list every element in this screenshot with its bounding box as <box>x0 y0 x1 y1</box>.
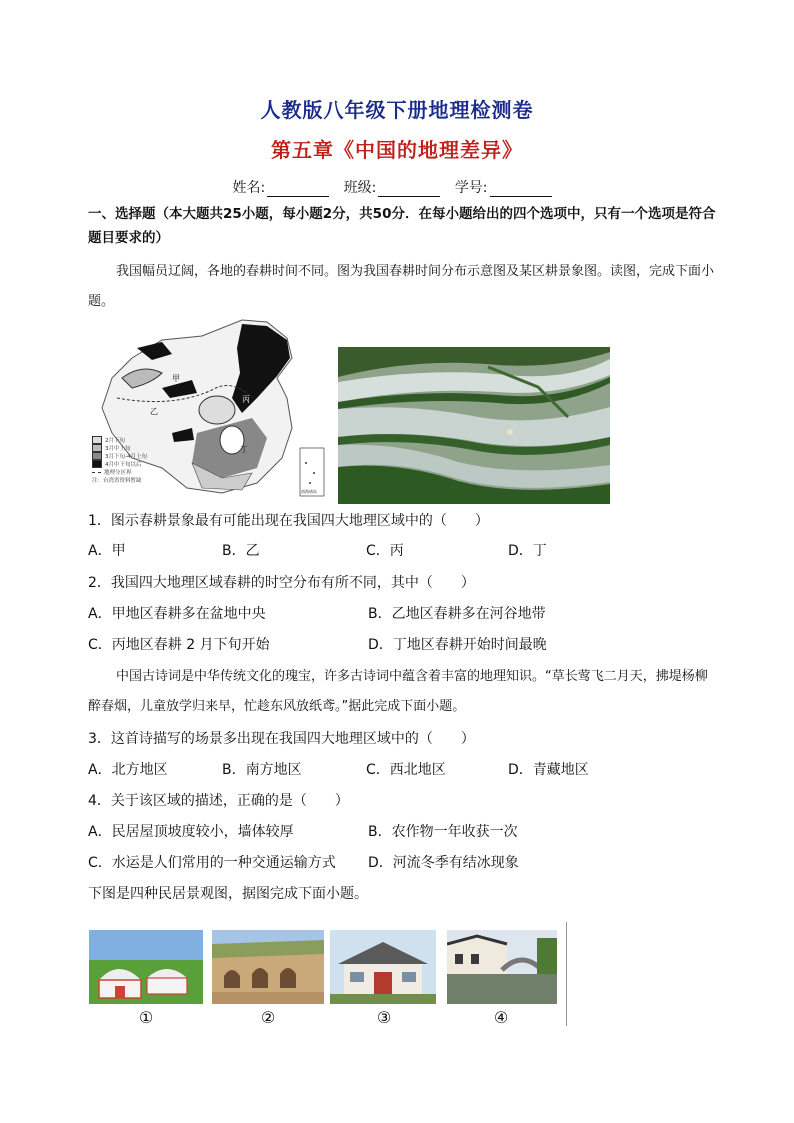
legend-item-5: 地理分区界 <box>104 470 132 476</box>
q3-option-d[interactable]: D．青藏地区 <box>508 762 589 778</box>
class-label: 班级: <box>343 180 377 196</box>
question-4-stem: 4．关于该区域的描述，正确的是（ ） <box>88 793 349 809</box>
map-legend <box>92 436 172 484</box>
class-field[interactable] <box>378 182 440 197</box>
q2-option-b[interactable]: B．乙地区春耕多在河谷地带 <box>368 606 546 622</box>
q2-option-c[interactable]: C．丙地区春耕 2 月下旬开始 <box>88 637 270 653</box>
q1-option-d[interactable]: D．丁 <box>508 543 547 559</box>
question-2-stem: 2．我国四大地理区域春耕的时空分布有所不同，其中（ ） <box>88 575 475 591</box>
q3-option-c[interactable]: C．西北地区 <box>366 762 446 778</box>
q4-option-b[interactable]: B．农作物一年收获一次 <box>368 824 518 840</box>
legend-item-2: 3月中上旬 <box>105 446 131 452</box>
q4-option-a[interactable]: A．民居屋顶坡度较小，墙体较厚 <box>88 824 294 840</box>
id-label: 学号: <box>454 180 488 196</box>
house-photo-water-town <box>447 930 557 1004</box>
house-number-3: ③ <box>376 1008 392 1027</box>
region-label-bing: 丙 <box>242 395 250 404</box>
q1-option-b[interactable]: B．乙 <box>222 543 260 559</box>
q1-option-a[interactable]: A．甲 <box>88 543 126 559</box>
student-info-line <box>0 177 794 197</box>
house-photo-north-courtyard <box>330 930 436 1004</box>
region-label-ding: 丁 <box>240 445 248 454</box>
house-number-4: ④ <box>493 1008 509 1027</box>
spring-plowing-map <box>92 318 326 504</box>
legend-swatch-2 <box>92 444 102 452</box>
intro-paragraph-3: 下图是四种民居景观图，据图完成下面小题。 <box>88 886 368 902</box>
legend-line-boundary <box>92 472 101 473</box>
legend-item-3: 3月下旬-4月上旬 <box>105 454 147 460</box>
rice-terrace-photo <box>338 347 610 504</box>
intro-paragraph-1: 我国幅员辽阔，各地的春耕时间不同。图为我国春耕时间分布示意图及某区耕景象图。读图，完成下面小题。 <box>88 264 715 309</box>
name-field[interactable] <box>267 182 329 197</box>
chapter-title: 第五章《中国的地理差异》 <box>271 138 523 162</box>
question-3-stem: 3．这首诗描写的场景多出现在我国四大地理区域中的（ ） <box>88 731 475 747</box>
intro-paragraph-2: 中国古诗词是中华传统文化的瑰宝，许多古诗词中蕴含着丰富的地理知识。“草长莺飞二月天，拂堤杨柳醉春烟，儿童放学归来早，忙趁东风放纸鸢。”据此完成下面小题。 <box>88 669 708 714</box>
name-label: 姓名: <box>232 180 266 196</box>
legend-swatch-1 <box>92 436 102 444</box>
legend-item-4: 4月中下旬以后 <box>105 462 142 468</box>
q1-option-c[interactable]: C．丙 <box>366 543 404 559</box>
q2-option-d[interactable]: D．丁地区春耕开始时间最晚 <box>368 637 547 653</box>
legend-item-1: 2月下旬 <box>105 438 125 444</box>
inset-label: 南海诸岛 <box>301 489 317 494</box>
house-photo-yurt <box>89 930 203 1004</box>
figure-border-line <box>566 922 567 1026</box>
question-1-stem: 1．图示春耕景象最有可能出现在我国四大地理区域中的（ ） <box>88 513 489 529</box>
map-note: 注：台湾省资料暂缺 <box>92 478 142 484</box>
region-label-yi: 乙 <box>150 407 158 416</box>
q2-option-a[interactable]: A．甲地区春耕多在盆地中央 <box>88 606 266 622</box>
region-label-jia: 甲 <box>172 374 180 383</box>
exam-title: 人教版八年级下册地理检测卷 <box>260 98 534 122</box>
q3-option-a[interactable]: A．北方地区 <box>88 762 168 778</box>
section-heading: 一、选择题（本大题共25小题，每小题2分，共50分．在每小题给出的四个选项中，只有一个选项是符合题目要求的） <box>88 206 716 246</box>
legend-swatch-4 <box>92 460 102 468</box>
legend-swatch-3 <box>92 452 102 460</box>
q3-option-b[interactable]: B．南方地区 <box>222 762 302 778</box>
q4-option-c[interactable]: C．水运是人们常用的一种交通运输方式 <box>88 855 336 871</box>
house-number-2: ② <box>260 1008 276 1027</box>
house-photo-cave-dwelling <box>212 930 324 1004</box>
house-number-1: ① <box>138 1008 154 1027</box>
id-field[interactable] <box>490 182 552 197</box>
q4-option-d[interactable]: D．河流冬季有结冰现象 <box>368 855 519 871</box>
